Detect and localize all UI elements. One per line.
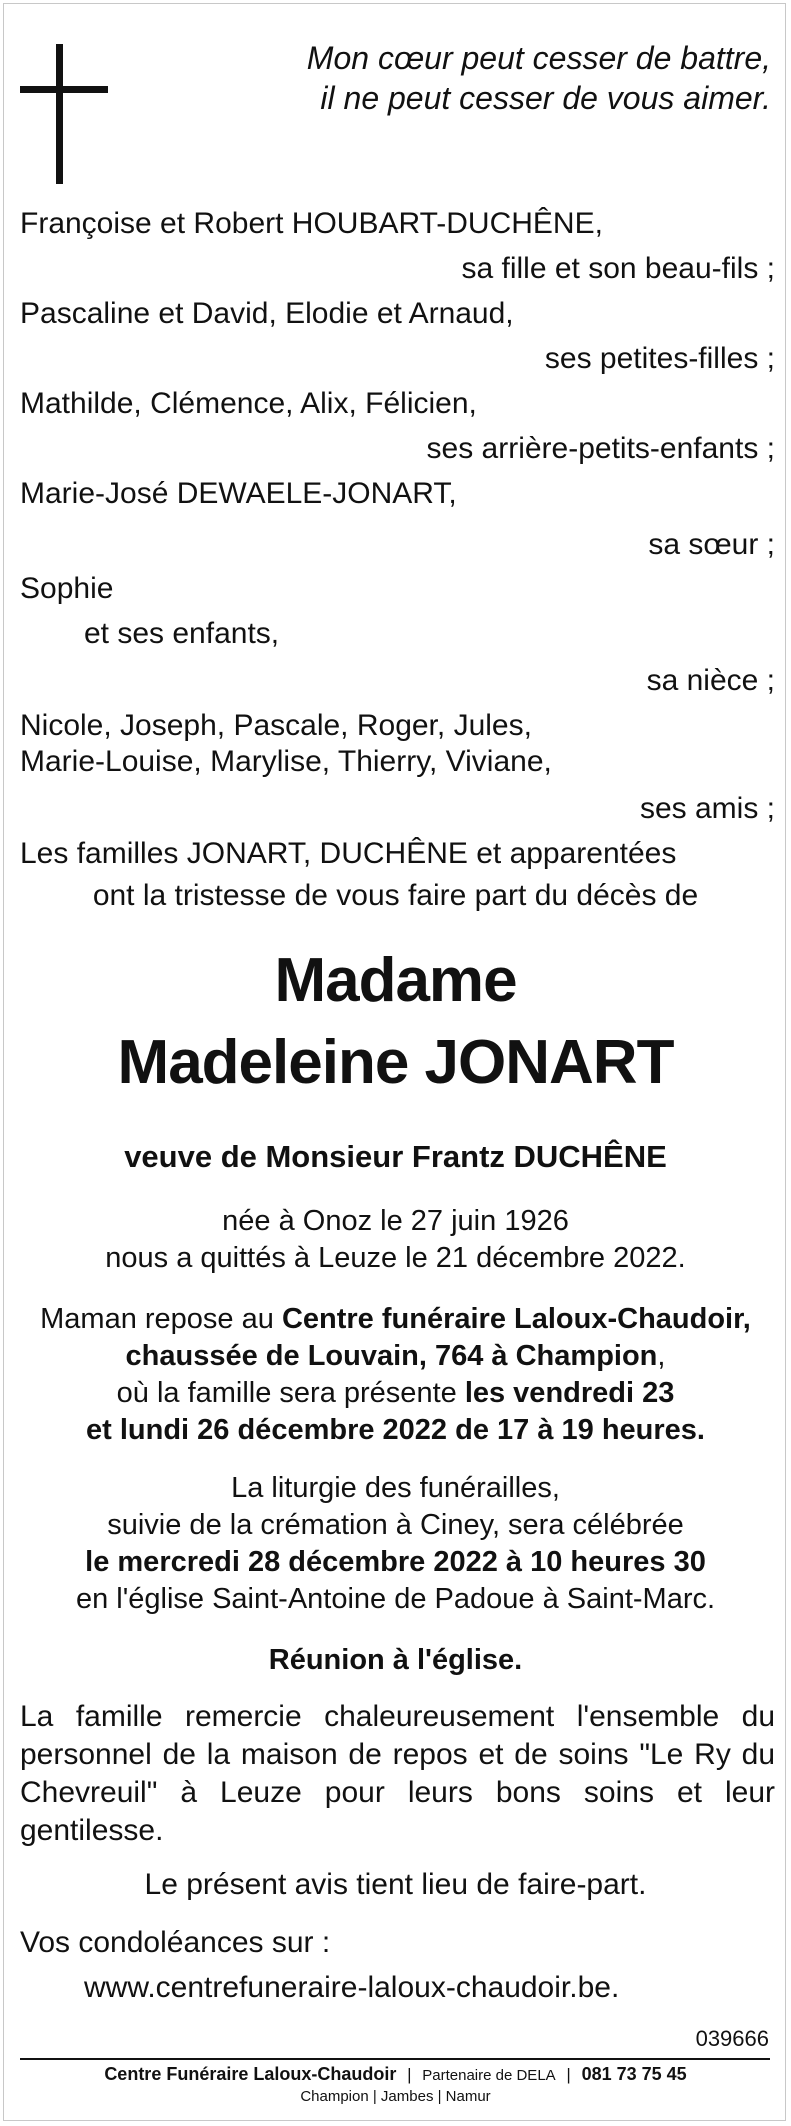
family-line: Marie-José DEWAELE-JONART, [20,477,457,510]
family-relation: sa sœur ; [648,528,775,561]
thanks-paragraph: La famille remercie chaleureusement l'ensemble du personnel de la maison de repos et de soins "Le Ry du Chevreuil" à Leuze pour leurs bons soins et leur gentilesse. [20,1700,775,1847]
liturgy-line: La liturgie des funérailles, [231,1472,560,1504]
epigraph [211,38,771,118]
rest-text: où la famille sera présente [116,1377,465,1409]
family-relation: sa nièce ; [646,664,775,697]
notice-line: Le présent avis tient lieu de faire-part. [144,1868,647,1901]
rest-line [0,1338,791,1374]
visiting-hours: et lundi 26 décembre 2022 de 17 à 19 heures. [86,1414,705,1446]
liturgy-line: suivie de la crémation à Ciney, sera célébrée [107,1509,684,1541]
deceased-name: Madeleine JONART [117,1028,674,1097]
family-line: et ses enfants, [84,617,280,650]
rest-line [0,1375,791,1411]
family-line: Marie-Louise, Marylise, Thierry, Viviane, [20,745,552,778]
family-line: Mathilde, Clémence, Alix, Félicien, [20,387,477,420]
footer-company: Centre Funéraire Laloux-Chaudoir [104,2064,397,2084]
condolences-label: Vos condoléances sur : [20,1926,331,1959]
family-line: Sophie [20,572,114,605]
epigraph-line: il ne peut cesser de vous aimer. [320,80,771,116]
family-relation: sa fille et son beau-fils ; [461,252,775,285]
birth-line: née à Onoz le 27 juin 1926 [222,1205,569,1237]
visiting-days: les vendredi 23 [464,1377,675,1409]
family-relation: ses petites-filles ; [544,342,775,375]
deceased-title: Madame [274,946,517,1015]
liturgy-date: le mercredi 28 décembre 2022 à 10 heures 30 [85,1546,706,1578]
family-line: Les familles JONART, DUCHÊNE et apparentées [20,837,677,870]
rest-text: , [657,1340,666,1372]
family-line: Pascaline et David, Elodie et Arnaud, [20,297,514,330]
footer-locations: Champion | Jambes | Namur [300,2088,491,2105]
rest-line [0,1301,791,1337]
epigraph-line: Mon cœur peut cesser de battre, [306,40,771,76]
condolences-url[interactable]: www.centrefuneraire-laloux-chaudoir.be. [84,1971,620,2004]
footer: Centre Funéraire Laloux-Chaudoir | Partenaire de DELA | 081 73 75 45 [104,2064,687,2084]
funeral-home-name: Centre funéraire Laloux-Chaudoir, [281,1303,751,1335]
family-line: Nicole, Joseph, Pascale, Roger, Jules, [20,709,532,742]
footer-phone: 081 73 75 45 [581,2064,687,2084]
family-relation: ses amis ; [639,792,775,825]
footer-divider [20,2058,770,2060]
family-relation: ses arrière-petits-enfants ; [426,432,775,465]
family-line: Françoise et Robert HOUBART-DUCHÊNE, [20,207,603,240]
liturgy-line: en l'église Saint-Antoine de Padoue à Saint-Marc. [75,1583,716,1615]
widow-of: veuve de Monsieur Frantz DUCHÊNE [124,1139,667,1174]
reference-number: 039666 [695,2026,769,2051]
announcement: ont la tristesse de vous faire part du décès de [92,879,699,912]
reunion-line: Réunion à l'église. [268,1644,523,1676]
death-line: nous a quittés à Leuze le 21 décembre 2022. [105,1242,686,1274]
footer-partner: Partenaire de DELA [422,2067,556,2084]
rest-text: Maman repose au [40,1303,282,1335]
funeral-home-address: chaussée de Louvain, 764 à Champion [125,1340,658,1372]
